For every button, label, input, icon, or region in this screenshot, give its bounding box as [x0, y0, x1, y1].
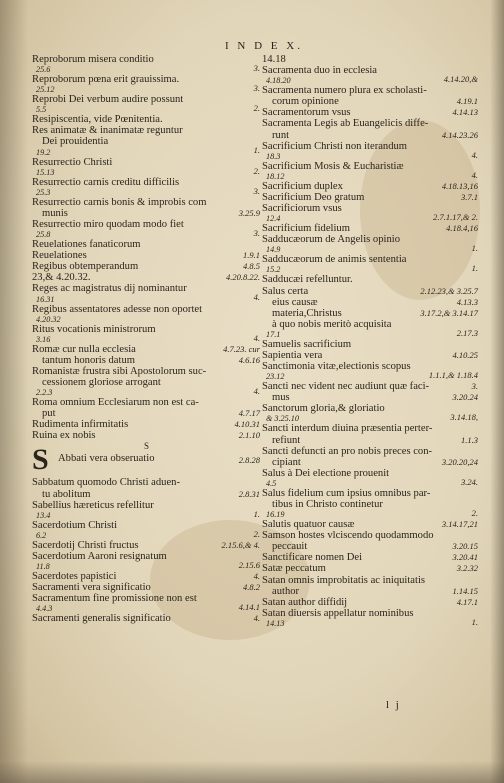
entry-reference: 4.	[471, 149, 478, 160]
index-entry	[32, 477, 260, 488]
entry-text: Sacerdotij Christi fructus	[32, 539, 139, 551]
entry-text: Salus fidelium cum ipsius omnibus par-	[262, 487, 431, 499]
entry-reference: 2.17.3	[456, 327, 478, 338]
entry-text: runt	[272, 129, 290, 141]
index-entry	[262, 54, 478, 65]
index-entry	[32, 520, 260, 540]
index-entry	[32, 377, 260, 397]
entry-reference: 1.	[471, 616, 478, 627]
index-entry	[32, 239, 260, 250]
index-entry	[32, 114, 260, 125]
index-entry	[262, 107, 478, 118]
entry-reference: 4.10.31	[234, 419, 260, 430]
index-entry	[32, 489, 260, 500]
entry-reference: 3.17.2,& 3.14.17	[420, 307, 478, 318]
index-entry	[262, 468, 478, 488]
entry-subref: 25.12	[36, 85, 55, 95]
entry-reference: 3.20.41	[452, 552, 478, 563]
entry-text: Sabbatum quomodo Christi aduen-	[32, 477, 181, 489]
entry-reference: 3.7.1	[461, 191, 478, 202]
entry-reference: 1.1.1,& 1.18.4	[428, 370, 478, 381]
index-entry	[262, 575, 478, 586]
entry-text: Sacramentorum vsus	[262, 107, 351, 119]
entry-reference: 1.	[253, 508, 260, 519]
section-letter-small: S	[144, 441, 150, 452]
index-entry	[32, 197, 260, 208]
entry-reference: 4.6.16	[238, 354, 260, 365]
entry-text: Satan diuersis appellatur nominibus	[262, 607, 414, 619]
entry-text: Salus certa	[262, 285, 309, 297]
index-entry	[262, 563, 478, 574]
entry-subref: 25.6	[36, 65, 51, 75]
entry-reference: 2.	[253, 165, 260, 176]
index-entry	[262, 339, 478, 350]
entry-text: Rudimenta infirmitatis	[32, 419, 129, 431]
index-entry	[32, 283, 260, 303]
entry-text: Satan omnis improbitatis ac iniquitatis	[262, 574, 426, 586]
entry-text: Sacrificium Christi non iterandum	[262, 140, 408, 152]
entry-reference: 3.20.20,24	[441, 456, 478, 467]
entry-reference: 2.15.6	[238, 559, 260, 570]
entry-text: Res animatæ & inanimatæ reguntur	[32, 125, 183, 137]
entry-text: Samson hostes vlciscendo quodammodo	[262, 530, 434, 542]
entry-reference: 2.15.6,& 4.	[221, 539, 260, 550]
entry-text: Salutis quatuor causæ	[262, 519, 355, 531]
index-entry	[262, 203, 478, 223]
entry-subref: 3.16	[36, 334, 51, 344]
entry-reference: 1.	[471, 243, 478, 254]
entry-text: Sacramenta Legis ab Euangelicis diffe-	[262, 118, 429, 130]
index-entry	[262, 350, 478, 361]
entry-reference: 1.	[253, 145, 260, 156]
index-entry	[262, 234, 478, 254]
entry-text: Sacramentum fine promissione non est	[32, 593, 197, 605]
entry-reference: 4.	[253, 385, 260, 396]
entry-text: Sancti nec vident nec audiunt quæ faci-	[262, 381, 430, 393]
index-entry	[262, 96, 478, 107]
index-entry	[262, 499, 478, 519]
entry-text: Reges ac magistratus dij nominantur	[32, 283, 187, 295]
index-entry	[32, 177, 260, 197]
index-entry	[262, 392, 478, 403]
entry-reference: 3.14.18,	[450, 412, 478, 423]
index-entry	[32, 261, 260, 272]
index-entry	[32, 571, 260, 582]
entry-text: Satan author diffidij	[262, 596, 348, 608]
right-index-column	[262, 54, 478, 628]
entry-text: eius causæ	[272, 296, 318, 308]
drop-capital: S	[32, 443, 49, 477]
index-entry	[262, 435, 478, 446]
entry-reference: 4.	[253, 292, 260, 303]
entry-subref: 14.13	[266, 618, 285, 628]
entry-text: Sacerdotium Christi	[32, 519, 118, 531]
index-entry	[32, 430, 260, 441]
entry-text: author	[272, 585, 300, 597]
entry-text: Ruina ex nobis	[32, 430, 96, 442]
page-edge-shadow	[490, 0, 504, 783]
index-entry	[32, 397, 260, 408]
section-letter-s	[32, 441, 260, 477]
index-entry	[262, 130, 478, 141]
entry-text: Sanctimonia vitæ,electionis scopus	[262, 361, 411, 373]
entry-subref: 5.5	[36, 105, 47, 115]
entry-subref: 19.2	[36, 147, 51, 157]
entry-reference: 2.12.23,& 3.25.7	[420, 285, 478, 296]
entry-reference: 4.14.1	[238, 602, 260, 613]
entry-text: Sanctificare nomen Dei	[262, 552, 363, 564]
entry-reference: 2.	[471, 508, 478, 518]
entry-reference: 2.7.1.17,& 2.	[433, 212, 478, 223]
entry-reference: 4.8.2	[243, 582, 260, 593]
entry-text: munis	[42, 207, 68, 219]
entry-subref: 2.2.3	[36, 388, 53, 398]
entry-text: put	[42, 408, 56, 420]
index-entry	[32, 355, 260, 366]
entry-subref: 16.19	[266, 510, 285, 520]
entry-reference: 2.	[253, 528, 260, 539]
index-entry	[32, 613, 260, 624]
index-entry	[262, 597, 478, 608]
entry-subref: 18.3	[266, 151, 281, 161]
entry-text: 14.18	[262, 54, 286, 65]
index-entry	[262, 403, 478, 423]
entry-text: peccauit	[272, 541, 308, 553]
index-entry	[262, 381, 478, 392]
entry-text: Sancti interdum diuina præsentia perter-	[262, 423, 433, 435]
entry-subref: 12.4	[266, 214, 281, 224]
entry-text: Sacrificiorum vsus	[262, 203, 342, 215]
index-entry	[262, 223, 478, 234]
entry-reference: 1.9.1	[243, 250, 260, 261]
entry-reference: 3.	[253, 227, 260, 238]
entry-text: 23,& 4.20.32.	[32, 272, 91, 284]
entry-text: Romanistæ frustra sibi Apostolorum suc-	[32, 365, 207, 377]
entry-text: Satæ peccatum	[262, 563, 326, 575]
entry-reference: 3.24.	[461, 476, 478, 487]
entry-reference: 4.7.17	[238, 408, 260, 419]
binding-gutter	[0, 0, 28, 783]
index-entry	[32, 208, 260, 219]
index-entry	[262, 192, 478, 203]
entry-text: Sacrificium fidelium	[262, 223, 350, 235]
index-entry	[262, 297, 478, 308]
entry-subref: 23.12	[266, 372, 285, 382]
entry-reference: 3.	[253, 63, 260, 73]
entry-reference: 4.	[253, 571, 260, 581]
index-entry	[262, 457, 478, 468]
index-entry	[262, 308, 478, 319]
index-entry	[262, 141, 478, 161]
entry-text: materia,Christus	[272, 307, 342, 319]
entry-subref: 11.8	[36, 562, 50, 571]
entry-subref: 18.12	[266, 171, 285, 181]
entry-reference: 3.25.9	[238, 207, 260, 218]
index-entry	[262, 118, 478, 129]
entry-reference: 4.19.1	[456, 96, 478, 107]
entry-text: Sacramenta numero plura ex scholasti-	[262, 85, 427, 97]
entry-subref: 17.1	[266, 329, 281, 339]
entry-text: cipiant	[272, 456, 301, 468]
entry-subref: 4.18.20	[266, 76, 291, 86]
entry-text: refiunt	[272, 434, 301, 446]
entry-text: Ritus vocationis ministrorum	[32, 323, 156, 335]
index-entry	[262, 488, 478, 499]
entry-text: Resurrectio miro quodam modo fiet	[32, 218, 184, 230]
index-entry	[262, 361, 478, 381]
index-entry	[262, 541, 478, 552]
index-entry	[262, 530, 478, 541]
entry-text: Sacramenta duo in ecclesia	[262, 65, 378, 77]
entry-text: Reprobi Dei verbum audire possunt	[32, 94, 184, 106]
entry-text: Resurrectio carnis creditu difficilis	[32, 176, 180, 188]
entry-subref: 15.13	[36, 167, 55, 177]
index-entry	[262, 552, 478, 563]
index-entry	[262, 161, 478, 181]
entry-reference: 4.13.3	[456, 296, 478, 307]
entry-reference: 4.8.5	[243, 261, 260, 272]
entry-text: Resipiscentia, vide Pœnitentia.	[32, 114, 163, 126]
entry-reference: 2.	[253, 103, 260, 114]
index-entry	[262, 65, 478, 85]
index-entry	[32, 304, 260, 324]
entry-reference: 1.	[471, 263, 478, 274]
index-entry	[32, 219, 260, 239]
entry-subref: 4.4.3	[36, 604, 53, 614]
index-entry	[262, 181, 478, 192]
entry-reference: 4.10.25	[452, 349, 478, 360]
entry-reference: 4.18.13,16	[441, 180, 478, 191]
index-entry	[262, 586, 478, 597]
index-entry	[262, 254, 478, 274]
entry-text: Dei prouidentia	[42, 136, 109, 148]
entry-text: Reproborum pœna erit grauissima.	[32, 74, 180, 86]
entry-reference: 3.	[471, 381, 478, 392]
entry-reference: 4.7.23. cur	[223, 343, 260, 354]
index-entry	[262, 446, 478, 457]
index-entry	[32, 593, 260, 613]
entry-text: Sacerdotium Aaroni resignatum	[32, 550, 167, 562]
index-entry	[262, 319, 478, 339]
index-entry	[32, 324, 260, 344]
entry-reference: 4.14.13	[452, 107, 478, 118]
entry-text: Roma omnium Ecclesiarum non est ca-	[32, 397, 199, 409]
entry-reference: 2.1.10	[238, 430, 260, 441]
entry-text: Sacrificium Deo gratum	[262, 191, 365, 203]
index-entry	[262, 274, 478, 285]
entry-reference: 3.14.17,21	[441, 519, 478, 530]
entry-text: Regibus obtemperandum	[32, 261, 139, 273]
entry-text: Sacerdotes papistici	[32, 571, 117, 582]
entry-text: Sadducæorum de animis sententia	[262, 254, 407, 266]
entry-reference: 4.17.1	[456, 596, 478, 607]
entry-text: tu abolitum	[42, 488, 91, 500]
entry-text: Abbati vera obseruatio	[58, 453, 155, 465]
index-entry	[32, 500, 260, 520]
entry-reference: 4.14.23.26	[441, 129, 478, 140]
index-entry	[262, 85, 478, 96]
index-entry	[32, 250, 260, 261]
entry-reference: 4.	[471, 169, 478, 180]
index-entry	[32, 74, 260, 94]
entry-reference: 3.2.32	[456, 563, 478, 574]
entry-text: Reuelationes	[32, 250, 87, 262]
entry-subref: 14.9	[266, 245, 281, 255]
index-entry	[32, 54, 260, 74]
index-entry	[32, 344, 260, 355]
entry-text: Sapientia vera	[262, 349, 323, 361]
entry-text: Sacramenti vera significatio	[32, 582, 151, 594]
entry-subref: 4.5	[266, 478, 277, 488]
entry-subref: 15.2	[266, 265, 281, 275]
index-entry	[32, 419, 260, 430]
page-header: I N D E X.	[225, 40, 303, 52]
index-entry	[32, 272, 260, 283]
entry-text: Sadducæorum de Angelis opinio	[262, 234, 401, 246]
entry-text: Sacrificium duplex	[262, 180, 343, 192]
index-entry	[32, 540, 260, 551]
entry-reference: 4.	[253, 613, 260, 624]
entry-text: Resurrectio carnis bonis & improbis com	[32, 196, 207, 208]
entry-reference: 1.1.3	[461, 434, 478, 445]
page-bottom-shadow	[0, 761, 504, 783]
index-entry	[32, 582, 260, 593]
entry-text: corum opinione	[272, 96, 339, 108]
entry-text: Sadducæi refelluntur.	[262, 274, 353, 286]
entry-text: mus	[272, 392, 290, 404]
entry-subref: 25.8	[36, 230, 51, 240]
entry-text: Sacrificium Mosis & Eucharistiæ	[262, 160, 404, 172]
entry-subref: 13.4	[36, 510, 51, 520]
entry-text: cessionem gloriose arrogant	[42, 376, 161, 388]
index-entry	[32, 366, 260, 377]
signature-mark: l j	[386, 699, 401, 711]
entry-text: Salus à Dei electione prouenit	[262, 467, 390, 479]
entry-subref: 4.20.32	[36, 314, 61, 324]
entry-reference: 3.20.24	[452, 392, 478, 403]
entry-reference: 2.8.28	[238, 455, 260, 466]
entry-reference: 4.20.8.22.	[226, 272, 260, 283]
entry-text: Romæ cur nulla ecclesia	[32, 343, 136, 355]
entry-text: à quo nobis meritò acquisita	[272, 318, 392, 330]
entry-reference: 1.14.15	[452, 585, 478, 596]
entry-reference: 2.8.31	[238, 488, 260, 499]
index-entry	[32, 551, 260, 571]
index-entry	[32, 125, 260, 136]
entry-text: tantum honoris datum	[42, 354, 135, 366]
entry-subref: 16.31	[36, 294, 55, 304]
entry-text: Reproborum misera conditio	[32, 54, 154, 65]
entry-reference: 4.18.4,16	[446, 223, 478, 234]
entry-text: Resurrectio Christi	[32, 156, 113, 168]
index-entry	[32, 136, 260, 156]
index-entry	[32, 94, 260, 114]
index-entry	[262, 423, 478, 434]
entry-subref: 25.3	[36, 187, 51, 197]
index-entry	[262, 608, 478, 628]
index-entry	[32, 157, 260, 177]
entry-reference: 3.20.15	[452, 541, 478, 552]
entry-reference: 3.	[253, 185, 260, 196]
entry-reference: 4.14.20,&	[443, 74, 478, 85]
index-entry	[262, 519, 478, 530]
entry-text: Sancti defuncti an pro nobis preces con-	[262, 445, 433, 457]
entry-text: tibus in Christo continetur	[272, 499, 383, 510]
entry-text: Reuelationes fanaticorum	[32, 239, 141, 251]
entry-reference: 4.	[253, 332, 260, 343]
entry-text: Samuelis sacrificium	[262, 338, 352, 350]
left-index-column	[32, 54, 260, 624]
index-entry	[262, 286, 478, 297]
entry-text: Sacramenti generalis significatio	[32, 613, 171, 625]
entry-subref: & 3.25.10	[266, 414, 299, 424]
entry-text: Sabellius hæreticus refellitur	[32, 499, 154, 511]
entry-text: Sanctorum gloria,& gloriatio	[262, 403, 385, 415]
entry-text: Regibus assentatores adesse non oportet	[32, 303, 203, 315]
entry-reference: 3.	[253, 83, 260, 94]
index-entry	[32, 408, 260, 419]
entry-subref: 6.2	[36, 530, 47, 540]
